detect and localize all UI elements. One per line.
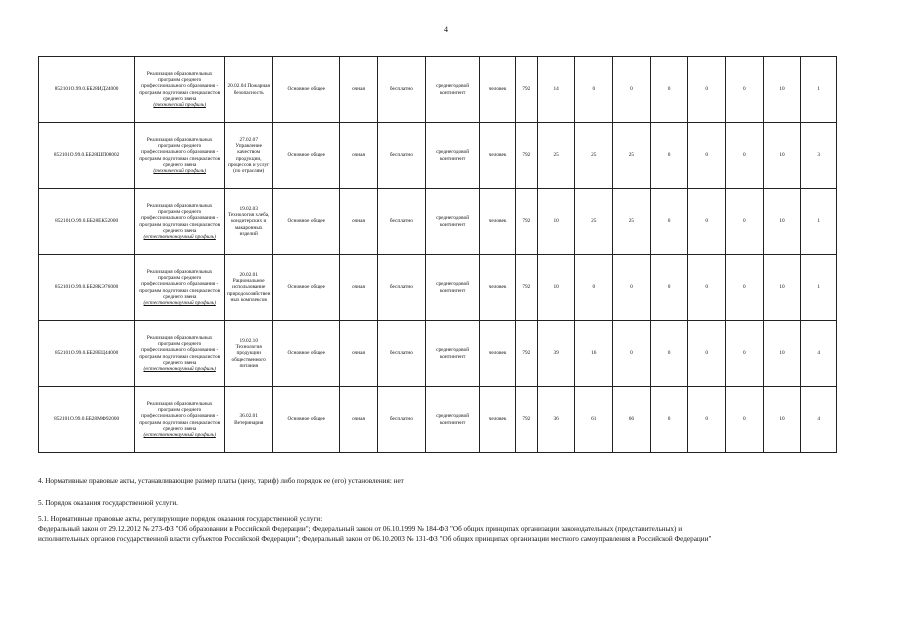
table-row bbox=[39, 123, 837, 189]
cell-payment: бесплатно bbox=[377, 255, 425, 321]
services-table bbox=[38, 56, 837, 453]
cell-indicator: среднегодовой контингент bbox=[425, 57, 479, 123]
table-row bbox=[39, 189, 837, 255]
service-profile-text: (технический профиль) bbox=[153, 168, 206, 175]
cell-education-level: Основное общее bbox=[273, 123, 340, 189]
cell-value-1: 25 bbox=[537, 123, 575, 189]
cell-value-8: 3 bbox=[801, 123, 837, 189]
cell-value-3: 25 bbox=[613, 189, 651, 255]
cell-value-3: 0 bbox=[613, 57, 651, 123]
cell-value-5: 0 bbox=[688, 123, 726, 189]
cell-value-6: 0 bbox=[726, 57, 764, 123]
cell-specialty: 19.02.03 Технология хлеба, кондитерских и макаронных изделий bbox=[225, 189, 273, 255]
cell-service-name bbox=[135, 123, 225, 189]
cell-value-2: 16 bbox=[575, 321, 613, 387]
cell-education-level: Основное общее bbox=[273, 321, 340, 387]
cell-value-8: 1 bbox=[801, 57, 837, 123]
cell-okei-code: 792 bbox=[515, 57, 537, 123]
cell-value-4: 0 bbox=[650, 123, 688, 189]
cell-value-1: 14 bbox=[537, 57, 575, 123]
service-name-text: Реализация образовательных программ среднего профессионального образования - программ подготовки специалистов среднего звена bbox=[139, 268, 221, 300]
cell-service-code: 852101О.99.0.ББ28МФ92000 bbox=[39, 387, 135, 453]
cell-value-4: 0 bbox=[650, 189, 688, 255]
cell-value-1: 36 bbox=[537, 387, 575, 453]
cell-value-4: 0 bbox=[650, 387, 688, 453]
service-name-text: Реализация образовательных программ среднего профессионального образования - программ подготовки специалистов среднего звена bbox=[139, 136, 221, 168]
cell-value-4: 0 bbox=[650, 255, 688, 321]
section-4-note: 4. Нормативные правовые акты, устанавливающие размер платы (цену, тариф) либо порядок ее (его) установления: нет bbox=[38, 477, 404, 485]
cell-education-level: Основное общее bbox=[273, 57, 340, 123]
cell-value-7: 10 bbox=[763, 57, 801, 123]
cell-value-5: 0 bbox=[688, 255, 726, 321]
cell-value-8: 4 bbox=[801, 387, 837, 453]
cell-value-6: 0 bbox=[726, 189, 764, 255]
cell-service-name bbox=[135, 387, 225, 453]
cell-value-5: 0 bbox=[688, 189, 726, 255]
cell-unit: человек bbox=[480, 57, 516, 123]
table-row bbox=[39, 387, 837, 453]
service-name-text: Реализация образовательных программ среднего профессионального образования - программ подготовки специалистов среднего звена bbox=[139, 202, 221, 234]
cell-value-3: 0 bbox=[613, 321, 651, 387]
section-5-1-law-line-2: исполнительных органов государственной власти субъектов Российской Федерации"; Федеральный закон от 06.10.2003 № 131-ФЗ "Об общих принципах организации местного самоуправления в Российской Федерации" bbox=[38, 535, 712, 543]
cell-specialty: 36.02.01 Ветеринария bbox=[225, 387, 273, 453]
cell-okei-code: 792 bbox=[515, 189, 537, 255]
cell-service-code: 852101О.99.0.ББ28ЕЦ44000 bbox=[39, 321, 135, 387]
cell-study-form: очная bbox=[340, 57, 378, 123]
cell-study-form: очная bbox=[340, 189, 378, 255]
cell-specialty: 19.02.10 Технология продукции общественного питания bbox=[225, 321, 273, 387]
cell-payment: бесплатно bbox=[377, 123, 425, 189]
cell-indicator: среднегодовой контингент bbox=[425, 189, 479, 255]
cell-okei-code: 792 bbox=[515, 255, 537, 321]
cell-unit: человек bbox=[480, 387, 516, 453]
cell-value-6: 0 bbox=[726, 255, 764, 321]
service-profile-text: (естественнонаучный профиль) bbox=[143, 300, 216, 307]
section-5-heading: 5. Порядок оказания государственной услуги. bbox=[38, 499, 178, 507]
table-row bbox=[39, 255, 837, 321]
cell-education-level: Основное общее bbox=[273, 387, 340, 453]
cell-value-5: 0 bbox=[688, 57, 726, 123]
cell-value-4: 0 bbox=[650, 321, 688, 387]
cell-value-7: 10 bbox=[763, 189, 801, 255]
cell-service-code: 852101О.99.0.ББ28КЭ76000 bbox=[39, 255, 135, 321]
service-profile-text: (естественнонаучный профиль) bbox=[143, 234, 216, 241]
cell-service-name bbox=[135, 321, 225, 387]
service-name-text: Реализация образовательных программ среднего профессионального образования - программ подготовки специалистов среднего звена bbox=[139, 70, 221, 102]
cell-payment: бесплатно bbox=[377, 387, 425, 453]
section-5-1-law-line-1: Федеральный закон от 29.12.2012 № 273-ФЗ "Об образовании в Российской Федерации"; Федеральный закон от 06.10.1999 № 184-ФЗ "Об общих принципах организации законодательных (представительных) и bbox=[38, 525, 683, 533]
cell-study-form: очная bbox=[340, 123, 378, 189]
cell-payment: бесплатно bbox=[377, 57, 425, 123]
cell-value-1: 10 bbox=[537, 189, 575, 255]
cell-service-name bbox=[135, 189, 225, 255]
cell-study-form: очная bbox=[340, 321, 378, 387]
cell-value-7: 10 bbox=[763, 387, 801, 453]
cell-unit: человек bbox=[480, 189, 516, 255]
cell-service-code: 852101О.99.0.ББ28ИД24000 bbox=[39, 57, 135, 123]
cell-unit: человек bbox=[480, 123, 516, 189]
table-body bbox=[39, 57, 837, 453]
cell-education-level: Основное общее bbox=[273, 255, 340, 321]
cell-value-2: 25 bbox=[575, 189, 613, 255]
cell-unit: человек bbox=[480, 255, 516, 321]
cell-value-3: 66 bbox=[613, 387, 651, 453]
cell-specialty: 20.02.04 Пожарная безопасность bbox=[225, 57, 273, 123]
table-row bbox=[39, 57, 837, 123]
cell-value-7: 10 bbox=[763, 321, 801, 387]
cell-value-2: 0 bbox=[575, 57, 613, 123]
cell-study-form: очная bbox=[340, 387, 378, 453]
page-number: 4 bbox=[444, 25, 448, 34]
section-5-1-title: 5.1. Нормативные правовые акты, регулирующие порядок оказания государственной услуги: bbox=[38, 515, 323, 523]
service-profile-text: (естественнонаучный профиль) bbox=[143, 432, 216, 439]
cell-value-2: 0 bbox=[575, 255, 613, 321]
cell-unit: человек bbox=[480, 321, 516, 387]
cell-payment: бесплатно bbox=[377, 321, 425, 387]
cell-service-code: 852101О.99.0.ББ28ШП08002 bbox=[39, 123, 135, 189]
cell-specialty: 27.02.07 Управление качеством продукции, процессов и услуг (по отраслям) bbox=[225, 123, 273, 189]
cell-value-5: 0 bbox=[688, 321, 726, 387]
cell-value-2: 61 bbox=[575, 387, 613, 453]
service-name-text: Реализация образовательных программ среднего профессионального образования - программ подготовки специалистов среднего звена bbox=[139, 334, 221, 366]
cell-value-7: 10 bbox=[763, 123, 801, 189]
cell-value-3: 0 bbox=[613, 255, 651, 321]
cell-indicator: среднегодовой контингент bbox=[425, 123, 479, 189]
cell-service-name bbox=[135, 57, 225, 123]
cell-value-3: 25 bbox=[613, 123, 651, 189]
cell-education-level: Основное общее bbox=[273, 189, 340, 255]
cell-indicator: среднегодовой контингент bbox=[425, 321, 479, 387]
cell-value-5: 0 bbox=[688, 387, 726, 453]
cell-payment: бесплатно bbox=[377, 189, 425, 255]
cell-value-1: 39 bbox=[537, 321, 575, 387]
table-row bbox=[39, 321, 837, 387]
cell-value-2: 25 bbox=[575, 123, 613, 189]
cell-service-code: 852101О.99.0.ББ28ЕК52000 bbox=[39, 189, 135, 255]
cell-okei-code: 792 bbox=[515, 123, 537, 189]
cell-value-6: 0 bbox=[726, 387, 764, 453]
cell-okei-code: 792 bbox=[515, 387, 537, 453]
service-profile-text: (естественнонаучный профиль) bbox=[143, 366, 216, 373]
cell-service-name bbox=[135, 255, 225, 321]
cell-study-form: очная bbox=[340, 255, 378, 321]
cell-okei-code: 792 bbox=[515, 321, 537, 387]
cell-value-6: 0 bbox=[726, 321, 764, 387]
cell-value-4: 0 bbox=[650, 57, 688, 123]
cell-indicator: среднегодовой контингент bbox=[425, 387, 479, 453]
cell-value-1: 10 bbox=[537, 255, 575, 321]
cell-value-6: 0 bbox=[726, 123, 764, 189]
cell-value-7: 10 bbox=[763, 255, 801, 321]
cell-value-8: 1 bbox=[801, 255, 837, 321]
section-5-1-block bbox=[38, 514, 858, 544]
service-name-text: Реализация образовательных программ среднего профессионального образования - программ подготовки специалистов среднего звена bbox=[139, 400, 221, 432]
service-profile-text: (технический профиль) bbox=[153, 102, 206, 109]
cell-indicator: среднегодовой контингент bbox=[425, 255, 479, 321]
cell-value-8: 4 bbox=[801, 321, 837, 387]
cell-specialty: 20.02.01 Рациональное использование природохозяйственных комплексов bbox=[225, 255, 273, 321]
cell-value-8: 1 bbox=[801, 189, 837, 255]
